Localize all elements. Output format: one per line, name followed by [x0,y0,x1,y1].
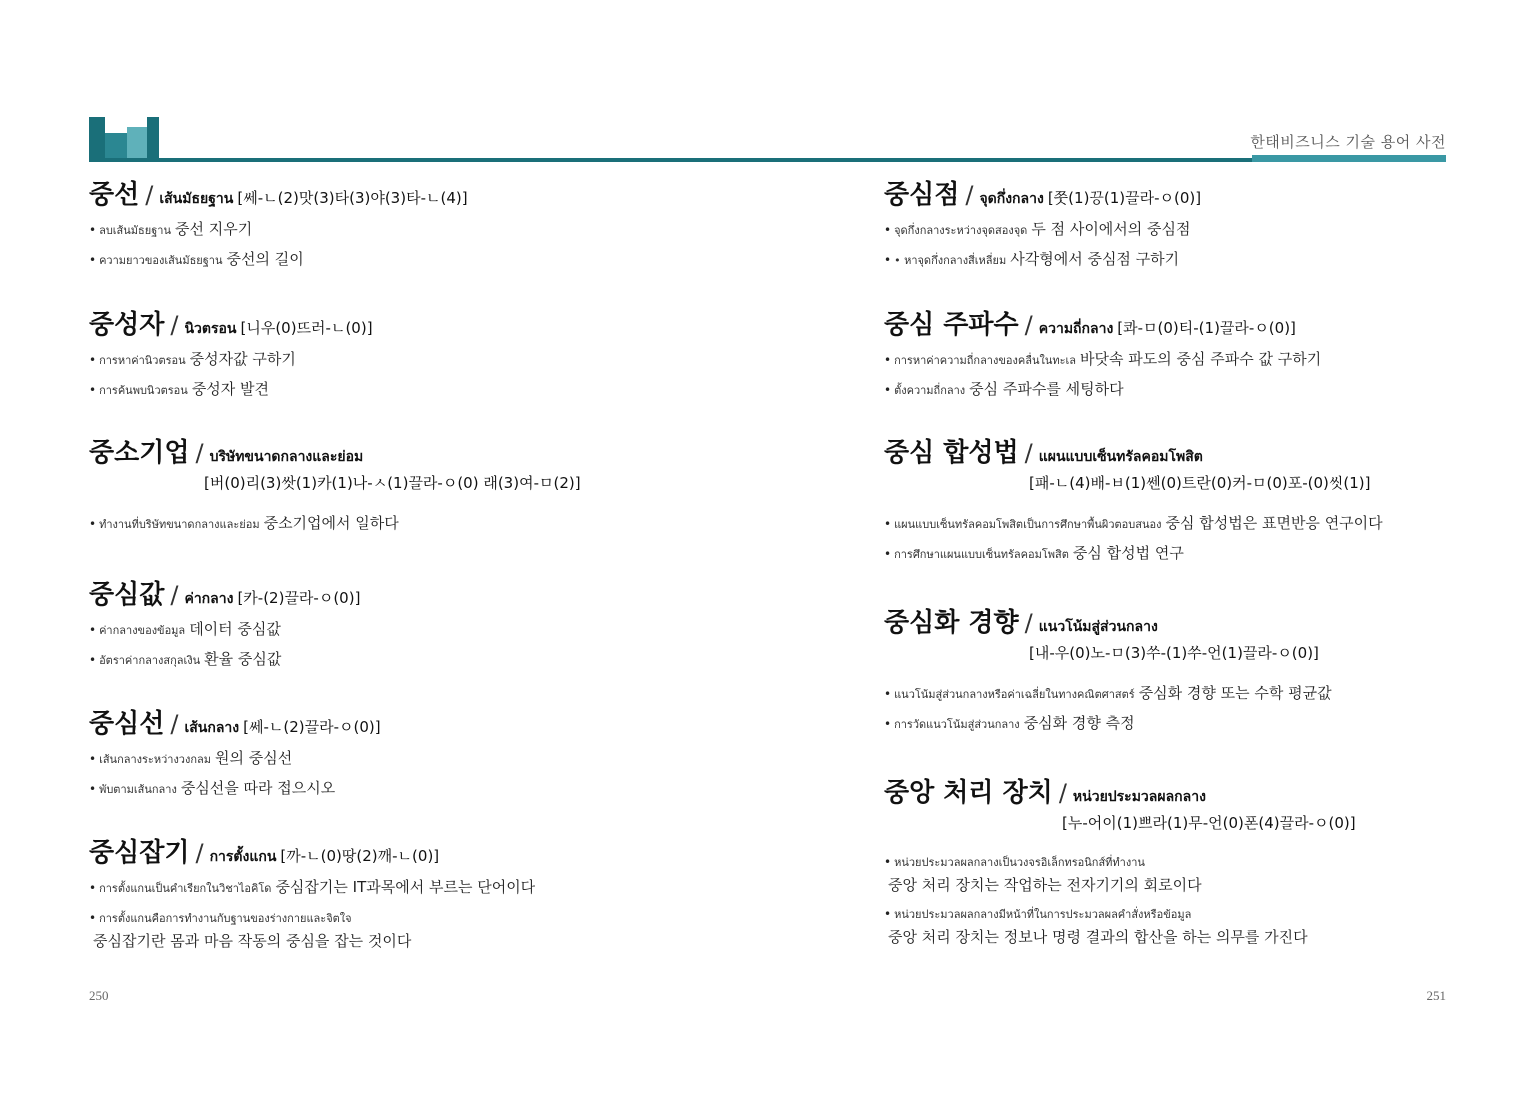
entry-thai: ความถี่กลาง [1038,321,1114,337]
page-number-right: 251 [1426,988,1446,1003]
entry: 중앙 처리 장치 / หน่วยประมวลผลกลาง [누-어이(1)쁘라(1)무-언(0)폰(4)끌라-ㅇ(0)] • หน่วยประมวลผลกลางเป็นวงจรอิเล็กทรอนิกส์ที่ทำงาน 중앙 처리 장치는 작업하는 전자기기의 회로이다 • หน่วยประมวลผลกลางมีหน้าที่ในการประมวลผลคำสั่งหรือข้อมูล 중앙 처리 장치는 정보나 명령 결과의 합산을 하는 의무를 가진다 [884,776,1504,948]
example: • เส้นกลางระหว่างวงกลม 원의 중심선 [89,749,293,767]
example: • การหาค่านิวตรอน 중성자값 구하기 [89,350,296,368]
entry-thai: นิวตรอน [184,321,237,337]
example: • ความยาวของเส้นมัธยฐาน 중선의 길이 [89,250,304,268]
entry-pronunciation: [쭛(1)끙(1)끌라-ㅇ(0)] [1047,189,1202,207]
entry-term: 중심 주파수 [884,310,1019,340]
entry: 중심화 경향 / แนวโน้มสู่ส่วนกลาง [내-우(0)노-ㅁ(3)쑤-(1)쑤-언(1)끌라-ㅇ(0)] • แนวโน้มสู่ส่วนกลางหรือค่าเฉลี่ยในทางคณิตศาสตร์ 중심화 경향 또는 수학 평균값 • การวัดแนวโน้มสู่ส่วนกลาง 중심화 경향 측정 [884,606,1504,736]
example: • จุดกึ่งกลางระหว่างจุดสองจุด 두 점 사이에서의 중심점 [884,220,1191,238]
entry-pronunciation: [쎄-ㄴ(2)맛(3)타(3)야(3)타-ㄴ(4)] [237,189,468,207]
entry: 중심값 / ค่ากลาง [카-(2)끌라-ㅇ(0)] • ค่ากลางของข้อมูล 데이터 중심값 • อัตราค่ากลางสกุลเงิน 환율 중심값 [89,578,709,672]
entry-thai: ค่ากลาง [184,591,234,607]
entry-pronunciation: [쎄-ㄴ(2)끌라-ㅇ(0)] [243,718,381,736]
entry-term: 중성자 [89,310,165,340]
example: • พับตามเส้นกลาง 중심선을 따라 접으시오 [89,779,336,797]
entry: 중심잡기 / การตั้งแกน [까-ㄴ(0)땅(2)깨-ㄴ(0)] • การตั้งแกนเป็นคำเรียกในวิชาไอคิโด 중심잡기는 IT과목에서 부르는 단어이다 • การตั้งแกนคือการทำงานกับฐานของร่างกายและจิตใจ 중심잡기란 몸과 마음 작동의 중심을 잡는 것이다 [89,836,709,952]
example: • การค้นพบนิวตรอน 중성자 발견 [89,380,270,398]
entry-thai: แนวโน้มสู่ส่วนกลาง [1038,619,1158,635]
example-translation: 중앙 처리 장치는 정보나 명령 결과의 합산을 하는 의무를 가진다 [888,928,1308,946]
entry-thai: บริษัทขนาดกลางและย่อม [209,449,364,465]
entry: 중성자 / นิวตรอน [니우(0)뜨러-ㄴ(0)] • การหาค่านิวตรอน 중성자값 구하기 • การค้นพบนิวตรอน 중성자 발견 [89,308,709,402]
entry-thai: แผนแบบเซ็นทรัลคอมโพสิต [1038,449,1203,465]
example: • การศึกษาแผนแบบเซ็นทรัลคอมโพสิต 중심 합성법 연구 [884,544,1184,562]
example: • การหาค่าความถี่กลางของคลื่นในทะเล 바닷속 파도의 중심 주파수 값 구하기 [884,350,1322,368]
entry-pronunciation: [내-우(0)노-ㅁ(3)쑤-(1)쑤-언(1)끌라-ㅇ(0)] [1029,644,1319,662]
entry-term: 중심화 경향 [884,608,1019,638]
entry-thai: เส้นมัธยฐาน [159,191,234,207]
example: • ตั้งความถี่กลาง 중심 주파수를 세팅하다 [884,380,1124,398]
example: • การวัดแนวโน้มสู่ส่วนกลาง 중심화 경향 측정 [884,714,1135,732]
entry-term: 중소기업 [89,438,190,468]
entry-term: 중심점 [884,180,960,210]
example: • แนวโน้มสู่ส่วนกลางหรือค่าเฉลี่ยในทางคณิตศาสตร์ 중심화 경향 또는 수학 평균값 [884,684,1332,702]
entry-thai: หน่วยประมวลผลกลาง [1072,789,1206,805]
example-translation: 중심잡기란 몸과 마음 작동의 중심을 잡는 것이다 [93,932,412,950]
example: • ลบเส้นมัธยฐาน 중선 지우기 [89,220,253,238]
example: • การตั้งแกนเป็นคำเรียกในวิชาไอคิโด 중심잡기는 IT과목에서 부르는 단어이다 [89,878,536,896]
entry-thai: จุดกึ่งกลาง [979,191,1044,207]
header-logo-bars [89,117,159,161]
example: • • หาจุดกึ่งกลางสี่เหลี่ยม 사각형에서 중심점 구하기 [884,250,1180,268]
example: • อัตราค่ากลางสกุลเงิน 환율 중심값 [89,650,282,668]
entry: 중심점 / จุดกึ่งกลาง [쭛(1)끙(1)끌라-ㅇ(0)] • จุดกึ่งกลางระหว่างจุดสองจุด 두 점 사이에서의 중심점 • • หาจุดกึ่งกลางสี่เหลี่ยม 사각형에서 중심점 구하기 [884,178,1504,272]
example: • การตั้งแกนคือการทำงานกับฐานของร่างกายและจิตใจ [89,911,352,925]
example-translation: 중앙 처리 장치는 작업하는 전자기기의 회로이다 [888,876,1202,894]
entry: 중심 합성법 / แผนแบบเซ็นทรัลคอมโพสิต [패-ㄴ(4)배-ㅂ(1)쎈(0)트란(0)커-ㅁ(0)포-(0)씻(1)] • แผนแบบเซ็นทรัลคอมโพสิตเป็นการศึกษาพื้นผิวตอบสนอง 중심 합성법은 표면반응 연구이다 • การศึกษาแผนแบบเซ็นทรัลคอมโพสิต 중심 합성법 연구 [884,436,1504,566]
example: • ทำงานที่บริษัทขนาดกลางและย่อม 중소기업에서 일하다 [89,514,399,532]
entry: 중심선 / เส้นกลาง [쎄-ㄴ(2)끌라-ㅇ(0)] • เส้นกลางระหว่างวงกลม 원의 중심선 • พับตามเส้นกลาง 중심선을 따라 접으시오 [89,707,709,801]
entry: 중심 주파수 / ความถี่กลาง [콰-ㅁ(0)티-(1)끌라-ㅇ(0)] • การหาค่าความถี่กลางของคลื่นในทะเล 바닷속 파도의 중심 주파수 값 구하기 • ตั้งความถี่กลาง 중심 주파수를 세팅하다 [884,308,1504,402]
entry-pronunciation: [버(0)리(3)쌋(1)카(1)나-ㅅ(1)끌라-ㅇ(0) 래(3)여-ㅁ(2)] [204,474,581,492]
entry-term: 중선 [89,180,140,210]
header-rule [89,158,1446,162]
entry-pronunciation: [콰-ㅁ(0)티-(1)끌라-ㅇ(0)] [1117,319,1296,337]
entry: 중소기업 / บริษัทขนาดกลางและย่อม [버(0)리(3)쌋(1)카(1)나-ㅅ(1)끌라-ㅇ(0) 래(3)여-ㅁ(2)] • ทำงานที่บริษัทขนาดกลางและย่อม 중소기업에서 일하다 [89,436,709,536]
example: • หน่วยประมวลผลกลางเป็นวงจรอิเล็กทรอนิกส์ที่ทำงาน [884,855,1145,869]
entry: 중선 / เส้นมัธยฐาน [쎄-ㄴ(2)맛(3)타(3)야(3)타-ㄴ(4)] • ลบเส้นมัธยฐาน 중선 지우기 • ความยาวของเส้นมัธยฐาน 중선의 길이 [89,178,709,272]
entry-pronunciation: [까-ㄴ(0)땅(2)깨-ㄴ(0)] [280,847,440,865]
example: • หน่วยประมวลผลกลางมีหน้าที่ในการประมวลผลคำสั่งหรือข้อมูล [884,907,1192,921]
dictionary-title: 한태비즈니스 기술 용어 사전 [1250,133,1446,151]
entry-pronunciation: [카-(2)끌라-ㅇ(0)] [237,589,361,607]
entry-pronunciation: [니우(0)뜨러-ㄴ(0)] [240,319,373,337]
example: • แผนแบบเซ็นทรัลคอมโพสิตเป็นการศึกษาพื้นผิวตอบสนอง 중심 합성법은 표면반응 연구이다 [884,514,1383,532]
entry-pronunciation: [패-ㄴ(4)배-ㅂ(1)쎈(0)트란(0)커-ㅁ(0)포-(0)씻(1)] [1029,474,1371,492]
entry-term: 중심값 [89,580,165,610]
example: • ค่ากลางของข้อมูล 데이터 중심값 [89,620,281,638]
page-number-left: 250 [89,988,109,1003]
entry-term: 중심잡기 [89,838,190,868]
entry-pronunciation: [누-어이(1)쁘라(1)무-언(0)폰(4)끌라-ㅇ(0)] [1062,814,1356,832]
header-rule-accent [1252,155,1446,162]
entry-term: 중심 합성법 [884,438,1019,468]
entry-term: 중심선 [89,709,165,739]
entry-term: 중앙 처리 장치 [884,778,1053,808]
entry-thai: เส้นกลาง [184,720,240,736]
entry-thai: การตั้งแกน [209,849,277,865]
